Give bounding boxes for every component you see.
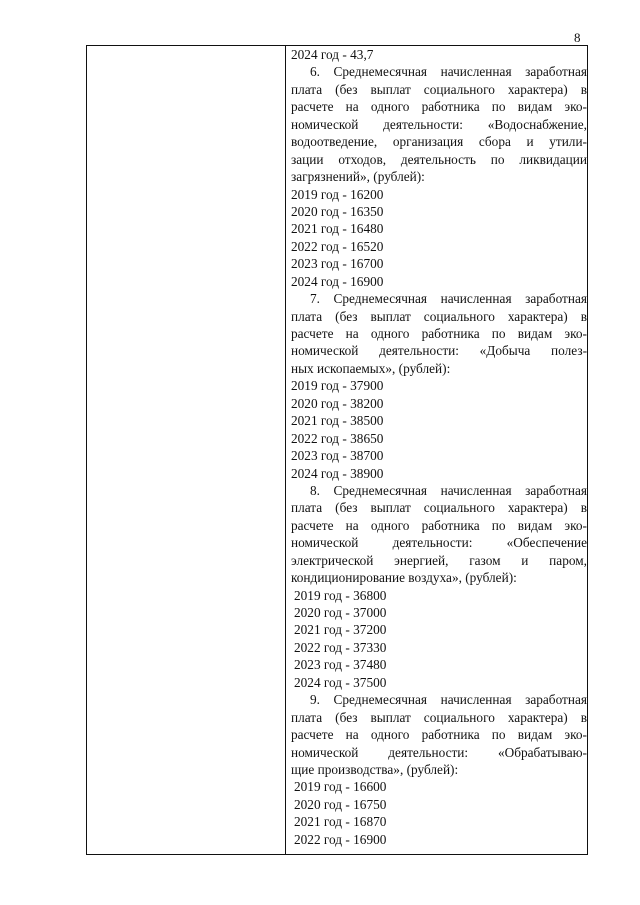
indicator-paragraph (291, 290, 587, 377)
paragraph-line: электрической энергией, газом и паром, (291, 552, 587, 568)
year-value-line: 2022 год - 16900 (294, 831, 387, 847)
year-value-line: 2024 год - 38900 (291, 465, 384, 481)
year-value-line: 2024 год - 43,7 (291, 47, 374, 62)
year-value-line: 2021 год - 38500 (291, 413, 384, 429)
year-value-line: 2019 год - 16200 (291, 186, 384, 202)
paragraph-line: расчете на одного работника по видам эко- (291, 727, 587, 743)
paragraph-line: загрязнений», (рублей): (291, 169, 425, 185)
year-value-line: 2023 год - 38700 (291, 448, 384, 464)
paragraph-line: номической деятельности: «Обрабатываю- (291, 744, 587, 760)
paragraph-line: 9. Среднемесячная начисленная заработная (310, 692, 587, 708)
year-value-line: 2019 год - 16600 (294, 779, 387, 795)
paragraph-line: ных ископаемых», (рублей): (291, 360, 451, 376)
paragraph-line: водоотведение, организация сбора и утили- (291, 134, 587, 150)
paragraph-line: номической деятельности: «Добыча полез- (291, 343, 587, 359)
year-value-line: 2022 год - 16520 (291, 238, 384, 254)
year-value-line: 2021 год - 16870 (294, 814, 387, 830)
table-right-cell (291, 46, 587, 848)
paragraph-line: 6. Среднемесячная начисленная заработная (310, 64, 587, 80)
year-value-line: 2020 год - 38200 (291, 395, 384, 411)
paragraph-line: плата (без выплат социального характера) в (291, 308, 587, 324)
paragraph-line: плата (без выплат социального характера) в (291, 500, 587, 516)
year-value-line: 2021 год - 16480 (291, 221, 384, 237)
page-number: 8 (574, 30, 581, 45)
paragraph-line: кондиционирование воздуха», (рублей): (291, 570, 517, 586)
paragraph-line: расчете на одного работника по видам эко- (291, 517, 587, 533)
year-value-line: 2019 год - 37900 (291, 378, 384, 394)
paragraph-line: 8. Среднемесячная начисленная заработная (310, 482, 587, 498)
year-value-line: 2023 год - 16700 (291, 256, 384, 272)
year-value-line: 2019 год - 36800 (294, 587, 387, 603)
year-value-line: 2023 год - 37480 (294, 657, 387, 673)
year-value-line: 2021 год - 37200 (294, 622, 387, 638)
year-value-line: 2022 год - 37330 (294, 639, 387, 655)
paragraph-line: расчете на одного работника по видам эко- (291, 326, 587, 341)
table-column-divider (285, 45, 286, 855)
paragraph-line: номической деятельности: «Водоснабжение, (291, 116, 587, 132)
paragraph-line: 7. Среднемесячная начисленная заработная (310, 291, 587, 307)
year-value-line: 2020 год - 16350 (291, 203, 384, 219)
year-value-line: 2020 год - 16750 (294, 796, 387, 812)
paragraph-line: плата (без выплат социального характера) в (291, 81, 587, 97)
year-value-line: 2020 год - 37000 (294, 605, 387, 620)
year-value-line: 2024 год - 16900 (291, 273, 384, 289)
paragraph-line: номической деятельности: «Обеспечение (291, 535, 587, 551)
year-value-line: 2022 год - 38650 (291, 430, 384, 446)
paragraph-line: плата (без выплат социального характера) в (291, 709, 587, 725)
paragraph-line: расчете на одного работника по видам эко- (291, 99, 587, 115)
indicator-paragraph (291, 63, 587, 185)
paragraph-line: щие производства», (рублей): (291, 761, 459, 777)
year-value-line: 2024 год - 37500 (294, 674, 387, 690)
indicator-paragraph (291, 482, 587, 587)
indicator-paragraph (291, 691, 587, 778)
paragraph-line: зации отходов, деятельность по ликвидации (291, 151, 587, 167)
